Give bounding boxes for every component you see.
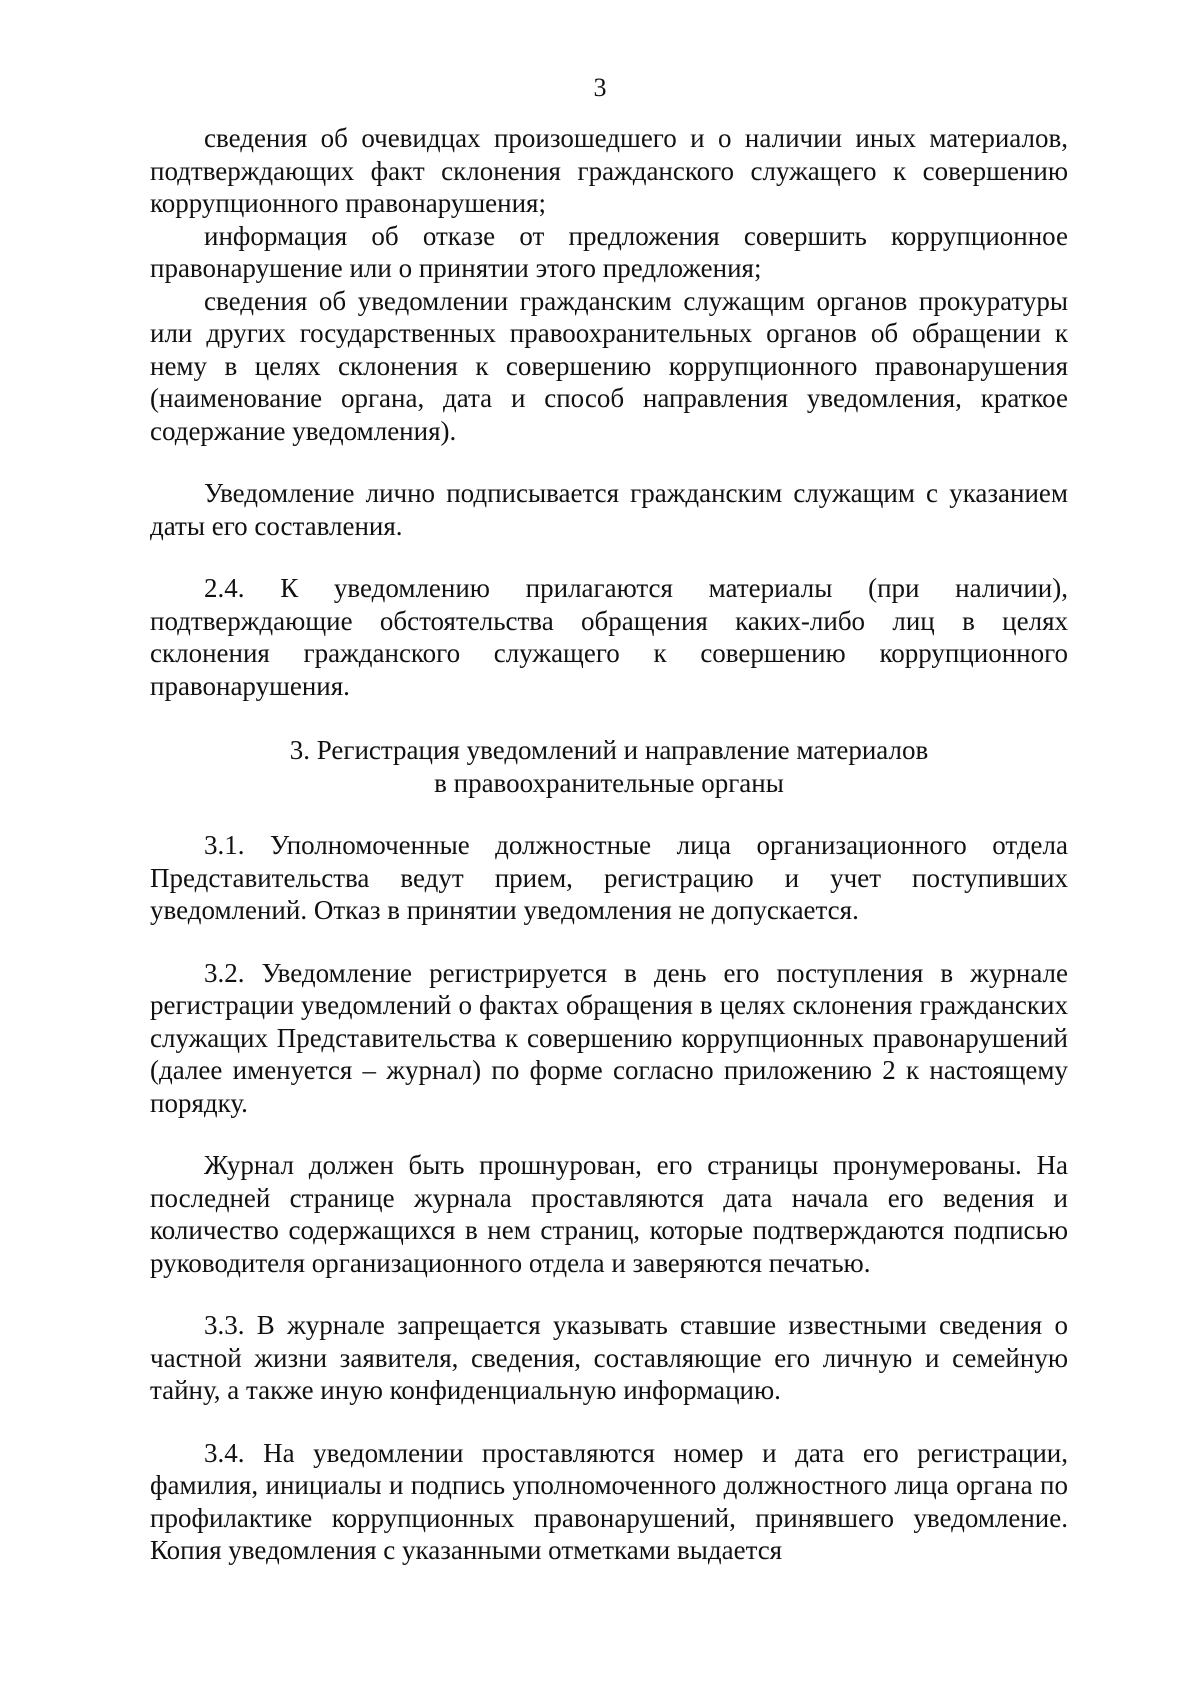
paragraph-3-2: 3.2. Уведомление регистрируется в день его поступления в журнале регистрации уведомлений о фактах обращения в целях склонения гражданских служащих Представительства к совершению коррупционных правонарушений (далее именуется – журнал) по форме согласно приложению 2 к настоящему порядку. (150, 957, 1068, 1118)
body-text-top (150, 122, 1068, 1567)
paragraph-2-4: 2.4. К уведомлению прилагаются материалы (при наличии), подтверждающие обстоятельства обращения каких-либо лиц в целях склонения гражданского служащего к совершению коррупционного правонарушения. (150, 573, 1068, 701)
paragraph-prosecutor-notice: сведения об уведомлении гражданским служащим органов прокуратуры или других государственных правоохранительных органов об обращении к нему в целях склонения к совершению коррупционного правонарушения (наименование органа, дата и способ направления уведомления, краткое содержание уведомления). (150, 285, 1068, 446)
paragraph-refusal-info: информация об отказе от предложения совершить коррупционное правонарушение или о принятии этого предложения; (150, 220, 1068, 283)
page-number: 3 (593, 73, 607, 102)
paragraph-3-3: 3.3. В журнале запрещается указывать ставшие известными сведения о частной жизни заявителя, сведения, составляющие его личную и семейную тайну, а также иную конфиденциальную информацию. (150, 1310, 1068, 1405)
paragraph-journal: Журнал должен быть прошнурован, его страницы пронумерованы. На последней странице журнала проставляются дата начала его ведения и количество содержащихся в нем страниц, которые подтверждаются подписью руководителя организационного отдела и заверяются печатью. (150, 1150, 1068, 1278)
paragraph-3-1: 3.1. Уполномоченные должностные лица организационного отдела Представительства ведут прием, регистрацию и учет поступивших уведомлений. Отказ в принятии уведомления не допускается. (150, 830, 1068, 925)
section-heading-line2: в правоохранительные органы (434, 767, 784, 798)
paragraph-3-4: 3.4. На уведомлении проставляются номер и дата его регистрации, фамилия, инициалы и подпись уполномоченного должностного лица органа по профилактике коррупционных правонарушений, принявшего уведомление. Копия уведомления с указанными отметками выдается (150, 1437, 1068, 1565)
paragraph-witness-info: сведения об очевидцах произошедшего и о наличии иных материалов, подтверждающих факт склонения гражданского служащего к совершению коррупционного правонарушения; (150, 123, 1068, 218)
section-heading-line1: 3. Регистрация уведомлений и направление материалов (289, 735, 929, 765)
section-heading (150, 734, 1068, 799)
paragraph-signature: Уведомление лично подписывается гражданским служащим с указанием даты его составления. (150, 478, 1068, 541)
